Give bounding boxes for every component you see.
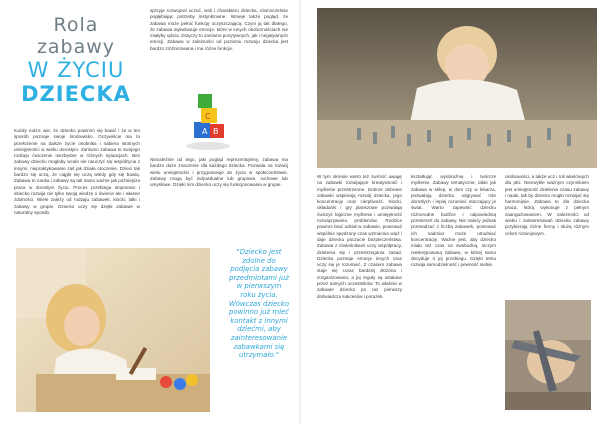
column-2-paragraph-b: Niezależnie od tego, jaki pogląd reprezentujemy, zabawa ma bardzo duże znaczenie dla każdego dziecka. Pozwala na rozwój wielu umiejętności i przygotowuje do życia w społeczeństwie. Zabawy mogą być indywidualne lub grupowe, ruchowe lub umysłowe. Dzięki nim dziecko uczy się funkcjonowania w grupie. [150,157,288,188]
right-column-1: W tym okresie warto też zwrócić uwagę na zabawki rozwijające kreatywność i myślenie przestrzenne. Dobrze dobrane zabawki wspierają rozwój dziecka, jego koncentrację oraz cierpliwość. Klocki, układanki i gry planszowe pozwalają ćwiczyć logiczne myślenie i umiejętność rozwiązywania problemów. Rodzice powinni brać udział w zabawie, ponieważ wspólnie spędzony czas wzmacnia więź i daje dziecku poczucie bezpieczeństwa. Zabawa z rówieśnikami uczy współpracy, dzielenia się i przestrzegania zasad. Dziecko poznaje emocje innych oraz uczy się je rozumieć. Z czasem zabawa staje się coraz bardziej złożona i zorganizowana, a jej reguły są ustalane przez samych uczestników. To właśnie w zabawie dziecko po raz pierwszy doświadcza sukcesów i porażek. [317,174,402,299]
svg-text:C: C [205,112,211,121]
title-line-4: DZIECKA [21,82,131,106]
column-2-paragraph: sprzyja rozwojowi uczuć, woli i charakteru dziecka, równocześnie pogłębiając potrzeby instynktowne. Istnieje także pogląd, że zabawa może pełnić funkcję oczyszczającą. Czyni ją tak dlatego, że zabawa wyładowuje emocje, które w innych okolicznościach nie miałyby ujścia. Dotyczy to zarówno pozytywnych, jak i negatywnych emocji. Zabawa w zależności od poziomu rozwoju dziecka jest bardzo zróżnicowana i ma różne funkcje. [150,8,288,51]
kid-airplane-photo [505,300,591,410]
pull-quote: "Dziecko jest zdolne do podjęcia zabawy przedmiotami już w pierwszym roku życia. Wówczas dziecko powinno już mieć kontakt z innymi dziećmi, aby zainteresowanie zabawkami się utrzymało." [228,248,290,360]
article-title [16,14,136,106]
boy-toy-soldiers-photo [317,8,597,168]
right-column-2: kształtując wyobraźnię i twórcze myślenie. Zabawy tematyczne, takie jak zabawa w sklep, w dom czy w lekarza, pozwalają dziecku odgrywać role dorosłych i lepiej rozumieć otaczający je świat. Warto zapewnić dziecku różnorodne bodźce i odpowiednią przestrzeń do zabawy. Nie należy jednak przesadzać z liczbą zabawek, ponieważ ich nadmiar może utrudniać koncentrację. Ważne jest, aby dziecko miało też czas na swobodną, niczym nieskrępowaną zabawę, w której samo decyduje o jej przebiegu. Dzięki temu rozwija samodzielność i pewność siebie. [411,174,496,268]
right-column-3: osobowości, a także ucz i roli właściwych dla płci. Niezwykle ważnym czynnikiem jest umiejętność dzielenia czasu zabawy i nauki, tak by dziecko mogło rozwijać się harmonijnie. Zabawa to dla dziecka praca, którą wykonuje z pełnym zaangażowaniem. W zależności od wieku i zainteresowań dziecka zabawy przybierają różne formy i służą różnym celom rozwojowym. [505,174,589,236]
girl-painting-photo [16,248,210,412]
title-line-1: Rola [53,14,99,36]
page-gutter [299,0,301,424]
svg-text:A: A [202,127,208,136]
toy-blocks-image [180,82,236,154]
title-line-3: W ŻYCIU [27,58,125,82]
title-line-2: zabawy [36,36,116,58]
intro-paragraph: Każdy rodzic wie, że dziecko powinno się bawić i że w ten sposób poznaje swoje środowisko. Oczywiście ma to przełożenie na dalsze życie osobnika i nabiera istotnych umiejętności w wieku dorosłym. Zarówno zabawa to swojego rodzaju ćwiczenie niezbędne w różnych sytuacjach. Bez zabawy dziecko mogłoby wcale nie nauczyć się współżycia z innymi, niepraktykowanie zaś jak działa otoczenie. Dzieci tak bardzo się uczą, że ciągle się uczą wtedy gdy się bawią. Zabawa to nauka i zabawy są tak samo ważne jak późniejsza praca w dorosłym życiu. Proces przebiega stopniowo i dziecko rozwija nie tylko swoją wiedzę o świecie ale i własne zdolności. Wiele zależy od rodzaju zabawek: klocki, lalki i zabawy w grupie. Dziecko uczy się dzięki zabawie w naturalny sposób. [14,128,140,215]
svg-text:B: B [213,127,219,136]
